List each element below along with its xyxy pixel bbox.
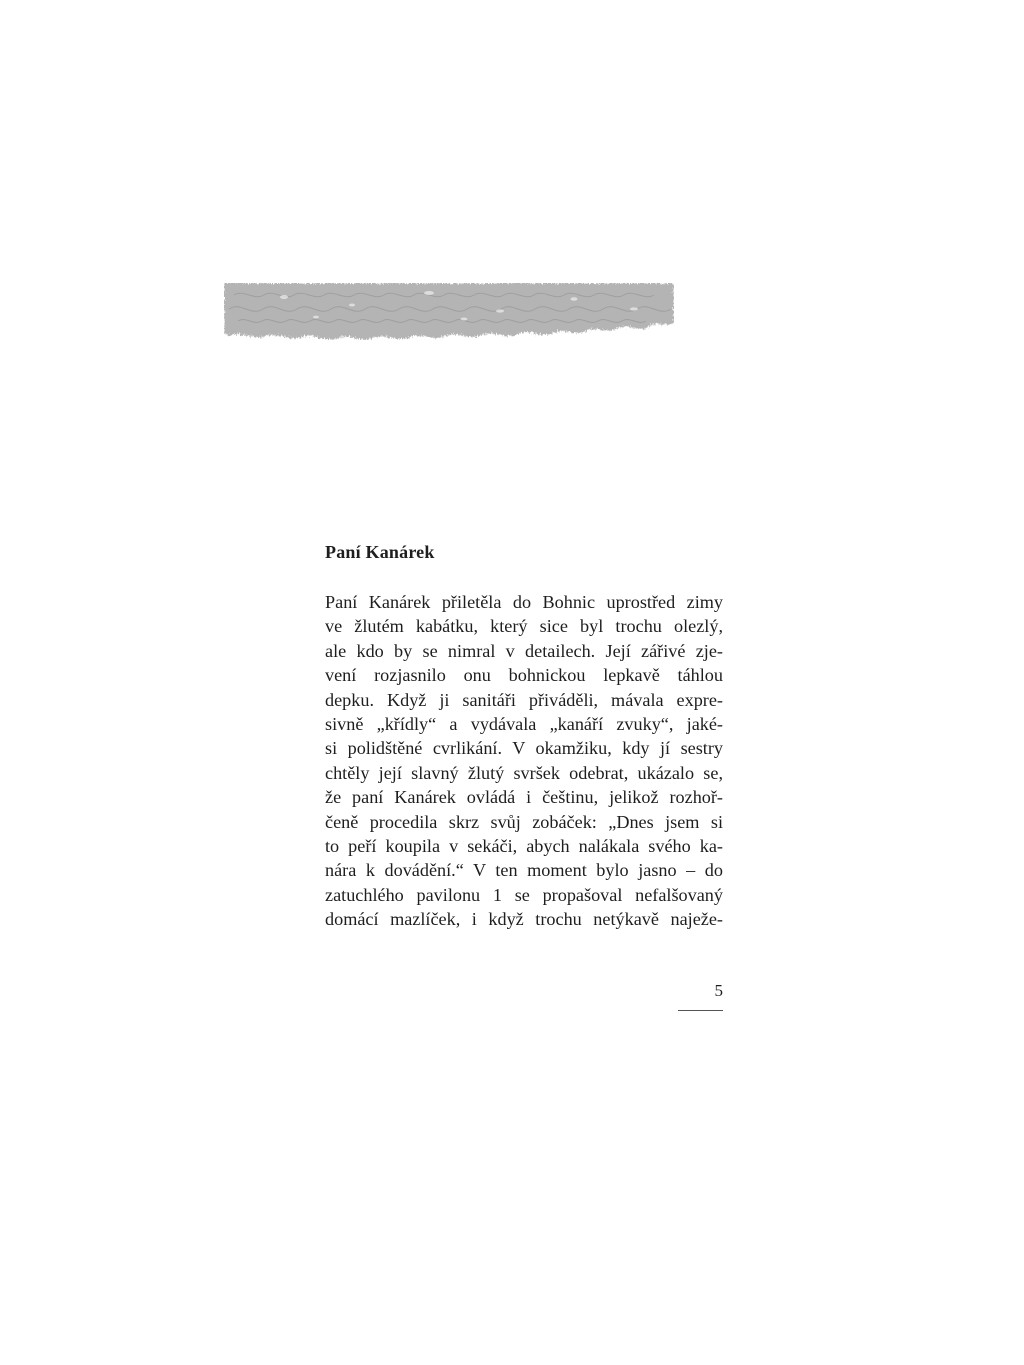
text-line: si polidštěné cvrlikání. V okamžiku, kdy jí sestry xyxy=(325,738,723,759)
text-line: depku. Když ji sanitáři přiváděli, mávala expre- xyxy=(325,689,723,710)
text-line: sivně „křídly“ a vydávala „kanáří zvuky“, jaké- xyxy=(325,713,723,734)
text-line: ale kdo by se nimral v detailech. Její zářivé zje- xyxy=(325,640,723,661)
page-number: 5 xyxy=(714,981,723,1000)
scribble-art xyxy=(224,283,674,345)
text-line: nára k dovádění.“ V ten moment bylo jasno – do xyxy=(325,860,723,881)
text-line: čeně procedila skrz svůj zobáček: „Dnes jsem si xyxy=(325,811,723,832)
text-line: chtěly její slavný žlutý svršek odebrat, ukázalo se, xyxy=(325,762,723,783)
text-line: zatuchlého pavilonu 1 se propašoval nefalšovaný xyxy=(325,884,723,905)
chapter-body-text xyxy=(325,590,723,931)
decorative-scribble-banner xyxy=(224,283,674,345)
page-number-rule xyxy=(678,1010,723,1011)
text-line: domácí mazlíček, i když trochu netýkavě naježe- xyxy=(325,909,723,930)
text-line: vení rozjasnilo onu bohnickou lepkavě táhlou xyxy=(325,665,723,686)
text-line: ve žlutém kabátku, který sice byl trochu olezlý, xyxy=(325,616,723,637)
text-line: to peří koupila v sekáči, abych nalákala svého ka- xyxy=(325,835,723,856)
text-line: Paní Kanárek přiletěla do Bohnic uprostřed zimy xyxy=(325,592,723,612)
chapter-title: Paní Kanárek xyxy=(325,542,435,562)
text-line: že paní Kanárek ovládá i češtinu, jelikož rozhoř- xyxy=(325,787,723,808)
